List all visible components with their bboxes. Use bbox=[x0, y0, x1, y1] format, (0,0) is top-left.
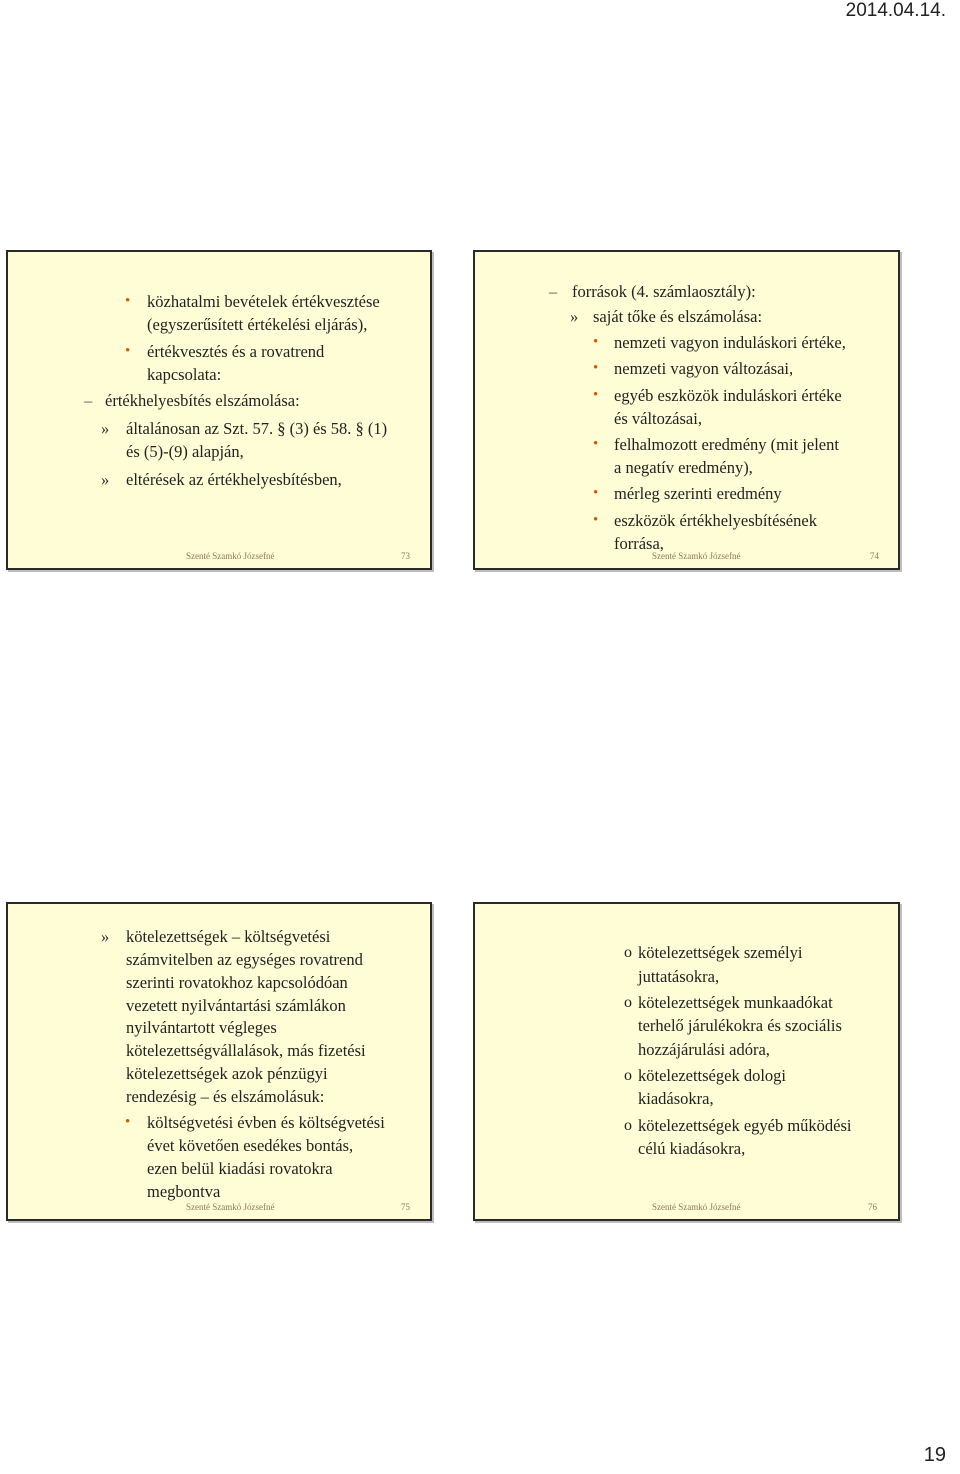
slide-74: – források (4. számlaosztály): » saját tőke és elszámolása: • nemzeti vagyon induláskori értéke, • nemzeti vagyon változásai, • egyéb eszközök induláskori értéke és változásai, • felhalmozott eredmény (mit jelent a negatív eredmény), • mérleg szerinti eredmény • eszközök értékhelyesbítésének forrása, Szenté Szamkó Józsefné 74 bbox=[473, 250, 900, 570]
slide-75: » kötelezettségek – költségvetési számvitelben az egységes rovatrend szerinti rovatokhoz kapcsolódóan vezetett nyilvántartási számlákon nyilvántartott végleges kötelezettségvállalások, más fizetési kötelezettségek azok pénzügyi rendezésig – és elszámolásuk: • költségvetési évben és költségvetési évet követően esedékes bontás, ezen belül kiadási rovatokra megbontva Szenté Szamkó Józsefné 75 bbox=[6, 902, 432, 1221]
bullet-icon: • bbox=[125, 293, 131, 309]
slide-number: 76 bbox=[868, 1202, 877, 1212]
slide-76: o kötelezettségek személyi juttatásokra, o kötelezettségek munkaadókat terhelő járulékokra és szociális hozzájárulási adóra, o kötelezettségek dologi kiadásokra, o kötelezettségek egyéb működési célú kiadásokra, Szenté Szamkó Józsefné 76 bbox=[473, 902, 900, 1221]
bullet-icon: • bbox=[593, 436, 599, 452]
dash-icon: – bbox=[84, 391, 93, 410]
chevron-icon: » bbox=[570, 307, 579, 326]
slide-footer: Szenté Szamkó Józsefné bbox=[652, 551, 741, 561]
page-date: 2014.04.14. bbox=[845, 0, 946, 21]
circle-bullet-icon: o bbox=[624, 944, 632, 961]
circle-bullet-icon: o bbox=[624, 994, 632, 1011]
dash-icon: – bbox=[549, 282, 558, 301]
slide-73: • közhatalmi bevételek értékvesztése (egyszerűsített értékelési eljárás), • értékvesztés és a rovatrend kapcsolata: – értékhelyesbítés elszámolása: » általánosan az Szt. 57. § (3) és 58. § (1) és (5)-(9) alapján, » eltérések az értékhelyesbítésben, Szenté Szamkó Józsefné 73 bbox=[6, 250, 432, 570]
chevron-icon: » bbox=[101, 419, 110, 438]
bullet-icon: • bbox=[125, 343, 131, 359]
bullet-icon: • bbox=[593, 334, 599, 350]
bullet-icon: • bbox=[593, 512, 599, 528]
slide-number: 74 bbox=[870, 551, 879, 561]
slide-number: 75 bbox=[401, 1202, 410, 1212]
slide-footer: Szenté Szamkó Józsefné bbox=[186, 551, 275, 561]
chevron-icon: » bbox=[101, 470, 110, 489]
chevron-icon: » bbox=[101, 927, 110, 946]
bullet-icon: • bbox=[125, 1114, 131, 1130]
page-number: 19 bbox=[923, 1444, 946, 1466]
bullet-icon: • bbox=[593, 387, 599, 403]
circle-bullet-icon: o bbox=[624, 1117, 632, 1134]
bullet-icon: • bbox=[593, 360, 599, 376]
slide-number: 73 bbox=[401, 551, 410, 561]
circle-bullet-icon: o bbox=[624, 1067, 632, 1084]
slide-footer: Szenté Szamkó Józsefné bbox=[652, 1202, 741, 1212]
slide-footer: Szenté Szamkó Józsefné bbox=[186, 1202, 275, 1212]
bullet-icon: • bbox=[593, 485, 599, 501]
